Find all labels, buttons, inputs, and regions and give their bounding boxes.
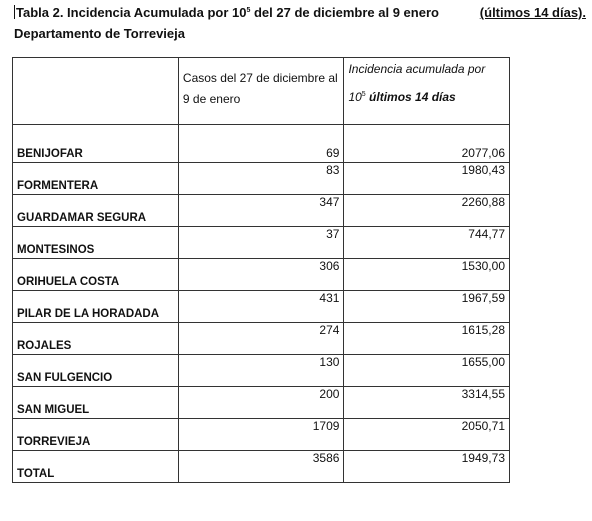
cases-cell: 37 <box>178 227 344 259</box>
caption-line-2: Departamento de Torrevieja <box>14 26 185 41</box>
header-incidence-period: últimos 14 días <box>365 90 456 104</box>
table-row <box>13 355 510 387</box>
cases-cell: 347 <box>178 195 344 227</box>
cases-cell: 306 <box>178 259 344 291</box>
table-row <box>13 323 510 355</box>
table-row <box>13 163 510 195</box>
cases-cell: 1709 <box>178 419 344 451</box>
table-row <box>13 259 510 291</box>
incidence-cell: 744,77 <box>344 227 510 259</box>
cases-cell: 69 <box>178 125 344 163</box>
incidence-cell: 1980,43 <box>344 163 510 195</box>
cases-cell: 200 <box>178 387 344 419</box>
incidence-cell: 2077,06 <box>344 125 510 163</box>
incidence-cell: 1530,00 <box>344 259 510 291</box>
incidence-cell: 1615,28 <box>344 323 510 355</box>
municipality-cell: BENIJOFAR <box>13 125 179 163</box>
header-incidence-base: 10 <box>348 90 362 104</box>
table-row <box>13 227 510 259</box>
table-header-row <box>13 58 510 125</box>
header-empty-cell <box>13 58 179 125</box>
header-incidence-line1: Incidencia acumulada por <box>348 62 486 76</box>
incidence-table <box>12 57 510 483</box>
table-row <box>13 195 510 227</box>
table-row <box>13 451 510 483</box>
cases-cell: 274 <box>178 323 344 355</box>
incidence-cell: 2260,88 <box>344 195 510 227</box>
municipality-cell: MONTESINOS <box>13 227 179 259</box>
municipality-cell: ORIHUELA COSTA <box>13 259 179 291</box>
caption-line-1 <box>14 2 586 23</box>
header-incidence-exponent: 5 <box>361 91 366 98</box>
header-incidence-line2 <box>348 87 505 107</box>
incidence-cell: 1967,59 <box>344 291 510 323</box>
table-row <box>13 291 510 323</box>
caption-period-note: (últimos 14 días). <box>479 5 586 20</box>
incidence-cell: 1949,73 <box>344 451 510 483</box>
cases-cell: 3586 <box>178 451 344 483</box>
header-incidence <box>344 58 510 125</box>
municipality-cell: FORMENTERA <box>13 163 179 195</box>
cases-cell: 83 <box>178 163 344 195</box>
caption-exponent: 5 <box>246 7 251 14</box>
municipality-cell: ROJALES <box>13 323 179 355</box>
caption-period: del 27 de diciembre al 9 enero <box>250 5 439 20</box>
cases-cell: 431 <box>178 291 344 323</box>
municipality-cell: SAN FULGENCIO <box>13 355 179 387</box>
municipality-cell: PILAR DE LA HORADADA <box>13 291 179 323</box>
municipality-cell: TOTAL <box>13 451 179 483</box>
municipality-cell: TORREVIEJA <box>13 419 179 451</box>
municipality-cell: GUARDAMAR SEGURA <box>13 195 179 227</box>
table-caption <box>14 2 586 44</box>
table-row <box>13 419 510 451</box>
table-row <box>13 125 510 163</box>
text-cursor <box>14 5 15 19</box>
table-body <box>13 125 510 483</box>
incidence-cell: 2050,71 <box>344 419 510 451</box>
cases-cell: 130 <box>178 355 344 387</box>
table-row <box>13 387 510 419</box>
incidence-cell: 1655,00 <box>344 355 510 387</box>
header-cases: Casos del 27 de diciembre al 9 de enero <box>178 58 344 125</box>
caption-title: Tabla 2. Incidencia Acumulada por 10 <box>16 5 247 20</box>
municipality-cell: SAN MIGUEL <box>13 387 179 419</box>
incidence-cell: 3314,55 <box>344 387 510 419</box>
